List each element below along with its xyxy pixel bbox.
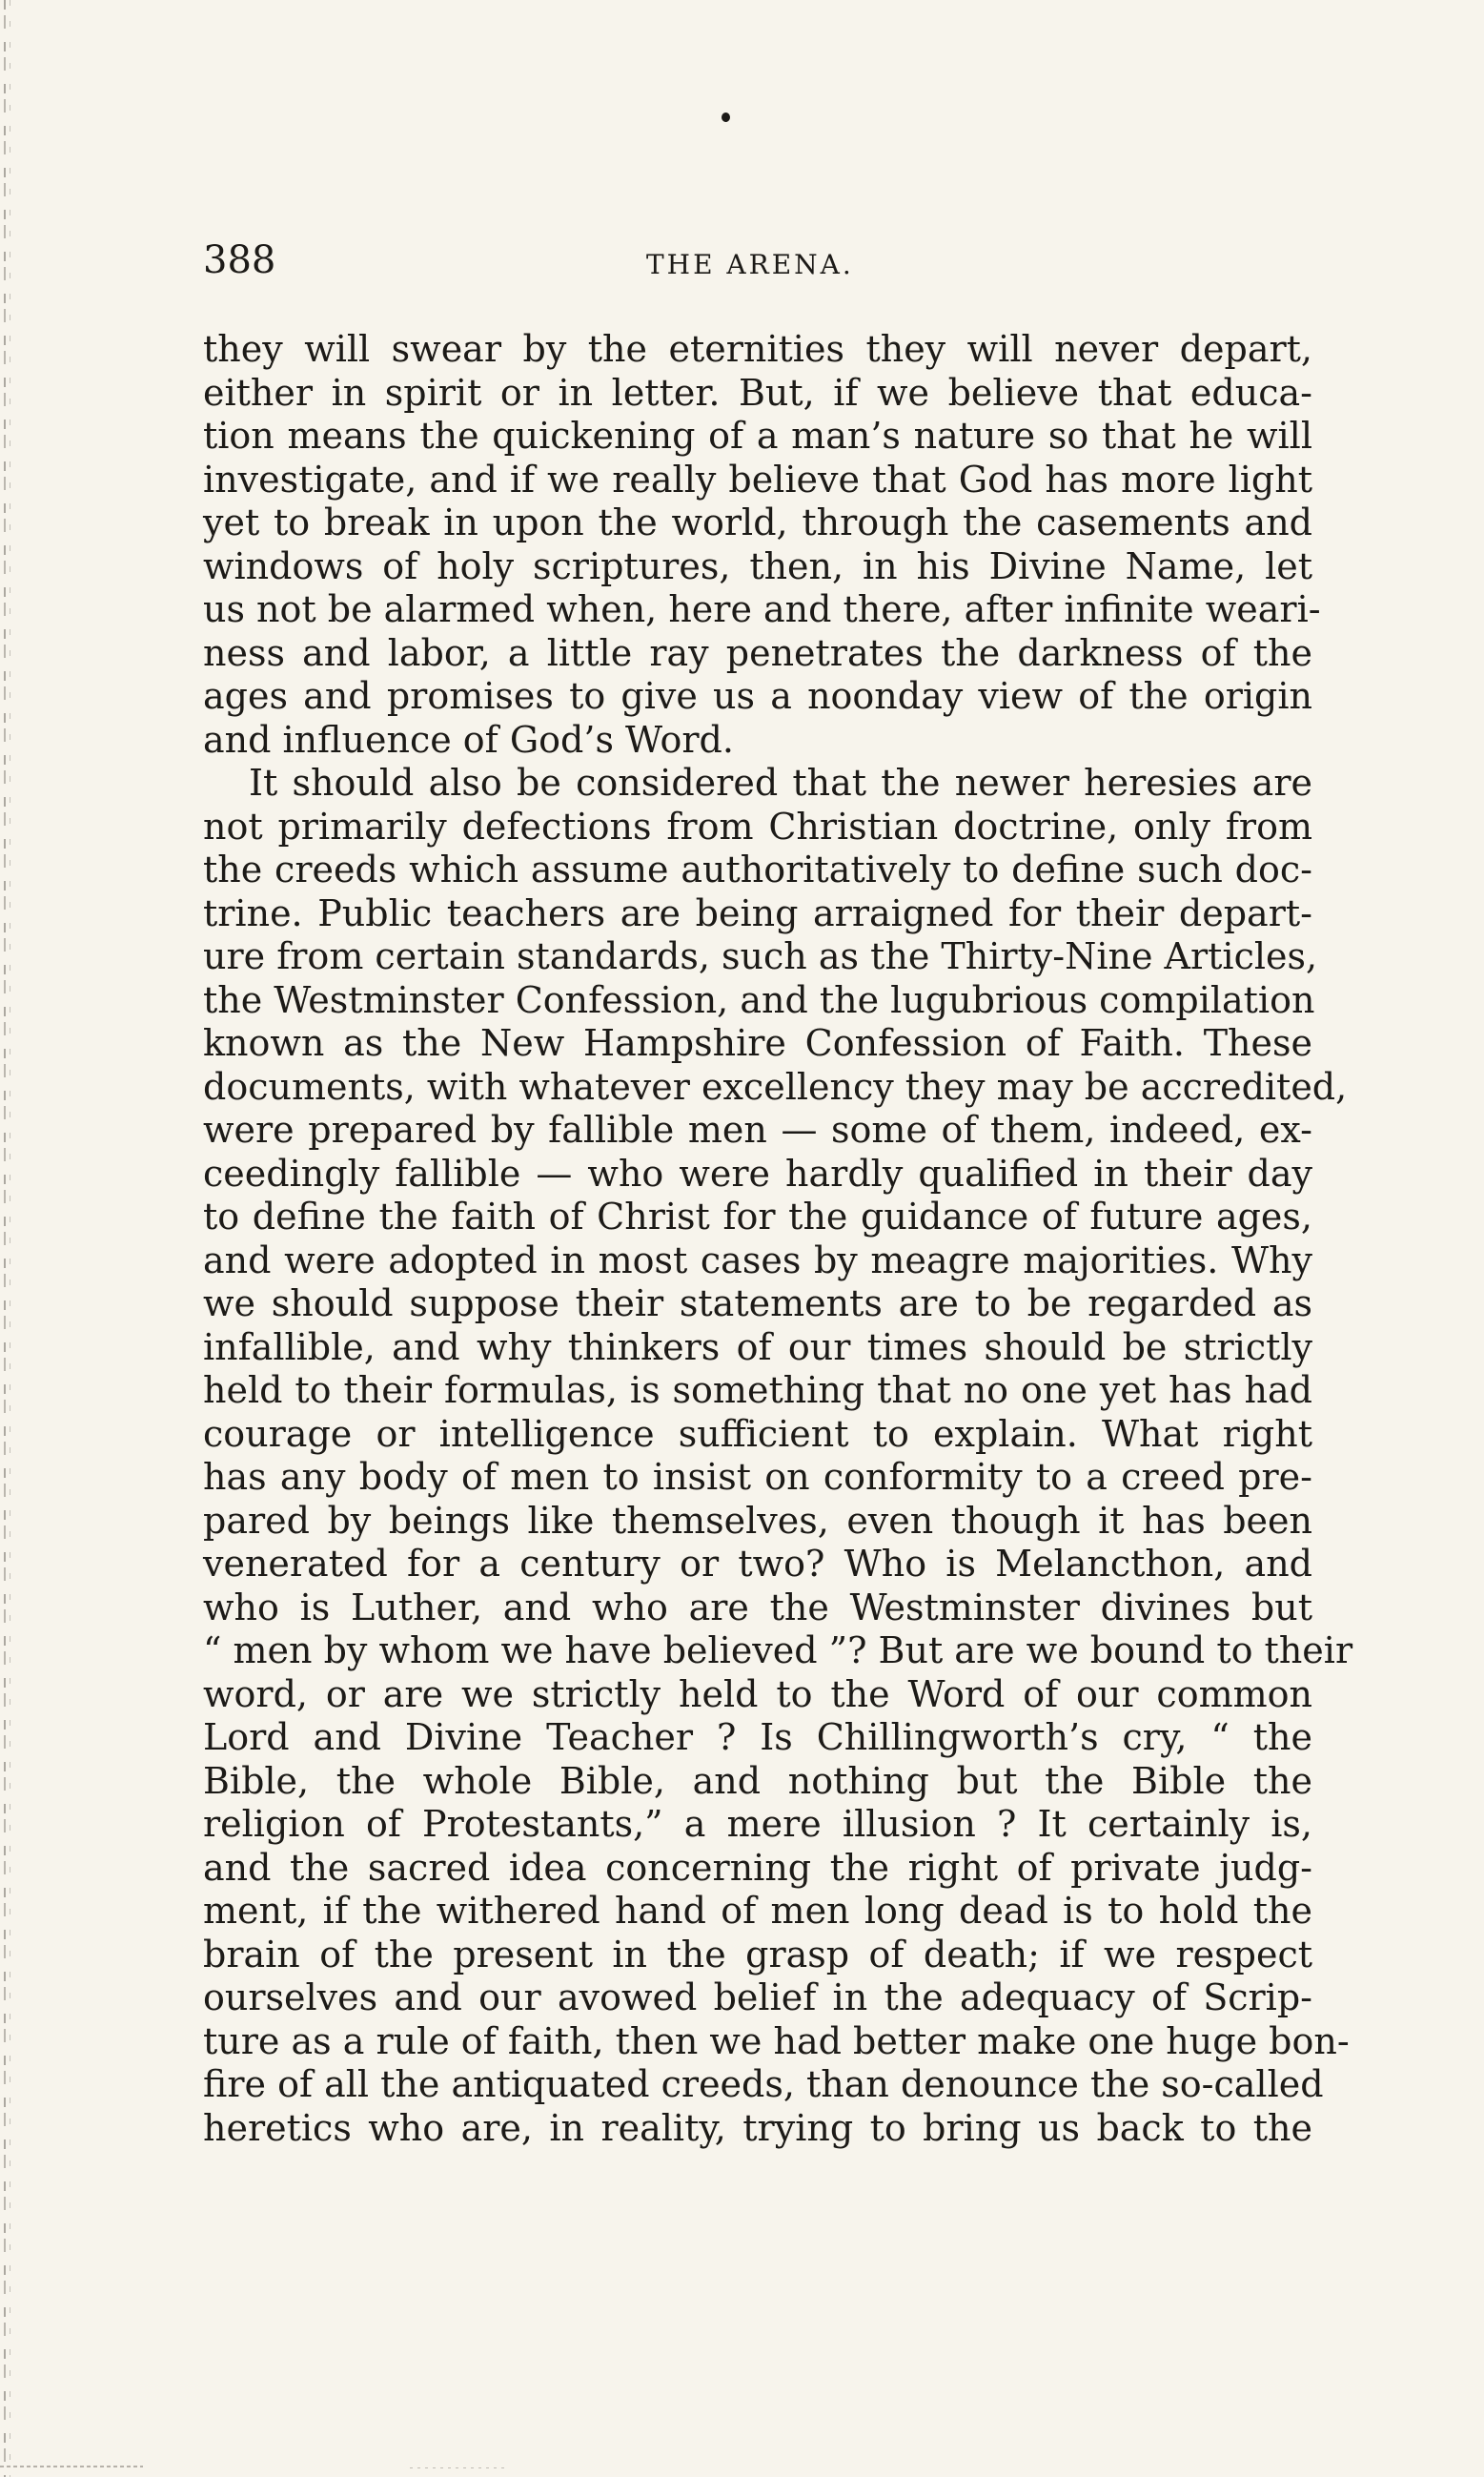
text-line: windows of holy scriptures, then, in his Divine Name, let (203, 544, 1312, 587)
text-line: documents, with whatever excellency they may be accredited, (203, 1065, 1348, 1108)
running-head (203, 236, 1312, 294)
text-line: venerated for a century or two? Who is Melancthon, and (203, 1543, 1312, 1585)
text-line: tion means the quickening of a man’s nature so that he will (203, 415, 1312, 457)
text-line: and the sacred idea concerning the right of private judg- (203, 1846, 1312, 1889)
text-line: Lord and Divine Teacher ? Is Chillingworth’s cry, “ the (203, 1716, 1312, 1758)
text-line: ceedingly fallible — who were hardly qualified in their day (203, 1152, 1312, 1195)
text-line: courage or intelligence sufficient to explain. What right (203, 1412, 1312, 1455)
scan-bottom-edge-fragment (410, 2467, 505, 2468)
text-line: not primarily defections from Christian doctrine, only from (203, 805, 1312, 848)
text-line: and influence of God’s Word. (203, 718, 734, 761)
text-line: ure from certain standards, such as the Thirty-Nine Articles, (203, 935, 1318, 977)
text-line: known as the New Hampshire Confession of Faith. These (203, 1022, 1312, 1064)
text-line: they will swear by the eternities they will never depart, (203, 328, 1312, 370)
scan-gutter-shadow (4, 0, 6, 2477)
printer-mark-dot (722, 113, 730, 122)
text-line: has any body of men to insist on conformity to a creed pre- (203, 1456, 1312, 1498)
text-line: ment, if the withered hand of men long dead is to hold the (203, 1890, 1312, 1932)
text-line: to define the faith of Christ for the guidance of future ages, (203, 1196, 1312, 1238)
text-line: religion of Protestants,” a mere illusion ? It certainly is, (203, 1803, 1312, 1845)
text-line: “ men by whom we have believed ”? But are we bound to their (203, 1629, 1353, 1671)
text-line: infallible, and why thinkers of our times should be strictly (203, 1325, 1312, 1368)
text-line: brain of the present in the grasp of death; if we respect (203, 1933, 1312, 1975)
text-line: investigate, and if we really believe that God has more light (203, 458, 1312, 501)
text-line: the Westminster Confession, and the lugubrious compilation (203, 978, 1315, 1021)
text-line: either in spirit or in letter. But, if we believe that educa- (203, 371, 1312, 414)
running-title: THE ARENA. (646, 249, 854, 280)
text-line: trine. Public teachers are being arraigned for their depart- (203, 891, 1312, 934)
paragraph-1 (203, 328, 1321, 762)
text-line: we should suppose their statements are to be regarded as (203, 1282, 1312, 1324)
text-line: yet to break in upon the world, through the casements and (203, 502, 1312, 543)
text-line: were prepared by fallible men — some of them, indeed, ex- (203, 1109, 1312, 1151)
text-line: who is Luther, and who are the Westminster divines but (203, 1586, 1312, 1628)
text-line: and were adopted in most cases by meagre majorities. Why (203, 1238, 1312, 1281)
text-line: word, or are we strictly held to the Word of our common (203, 1672, 1312, 1715)
text-line: ture as a rule of faith, then we had better make one huge bon- (203, 2019, 1350, 2062)
text-line: Bible, the whole Bible, and nothing but the Bible the (203, 1759, 1312, 1802)
text-line: the creeds which assume authoritatively to define such doc- (203, 849, 1312, 890)
text-line: ourselves and our avowed belief in the adequacy of Scrip- (203, 1976, 1312, 2018)
text-line: It should also be considered that the newer heresies are (249, 762, 1312, 804)
text-line: ness and labor, a little ray penetrates the darkness of the (203, 631, 1312, 674)
text-line: pared by beings like themselves, even though it has been (203, 1499, 1312, 1542)
text-line: fire of all the antiquated creeds, than denounce the so-called (203, 2063, 1324, 2105)
paragraph-2 (203, 762, 1353, 2150)
text-line: held to their formulas, is something that no one yet has had (203, 1369, 1312, 1411)
text-line: ages and promises to give us a noonday view of the origin (203, 675, 1312, 717)
scan-bottom-edge (0, 2466, 143, 2467)
text-line: us not be alarmed when, here and there, after infinite weari- (203, 588, 1321, 630)
page-number: 388 (203, 238, 276, 282)
body-text (203, 328, 1353, 2150)
text-line: heretics who are, in reality, trying to bring us back to the (203, 2106, 1312, 2149)
